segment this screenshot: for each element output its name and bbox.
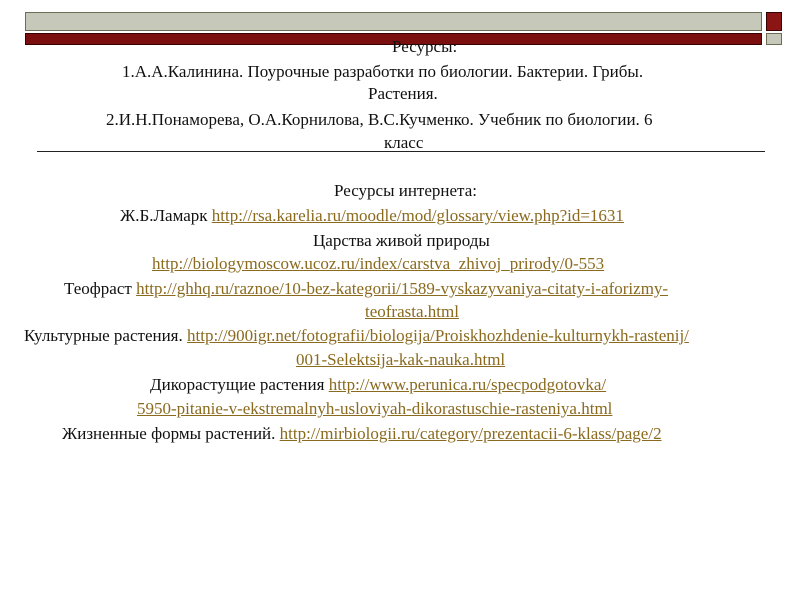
resource-item-2-cont: класс (384, 133, 424, 152)
header-bar-gray (25, 12, 762, 31)
lifeforms-line (62, 424, 662, 444)
resource-item-1-cont: Растения. (368, 84, 438, 103)
corner-square-gray (766, 33, 782, 45)
kingdoms-link[interactable]: http://biologymoscow.ucoz.ru/index/carstva_zhivoj_prirody/0-553 (152, 254, 605, 273)
internet-heading: Ресурсы интернета: (334, 181, 477, 200)
cultivated-line (24, 326, 800, 346)
resource-item-1: 1.А.А.Калинина. Поурочные разработки по биологии. Бактерии. Грибы. (122, 62, 644, 81)
theophrastus-line-2 (365, 302, 459, 322)
kingdoms-label: Царства живой природы (313, 231, 490, 250)
wild-label: Дикорастущие растения (150, 375, 329, 394)
resources-heading: Ресурсы: (392, 37, 458, 56)
wild-link[interactable]: http://www.perunica.ru/specpodgotovka/ (328, 375, 607, 394)
theophrastus-link[interactable]: http://ghhq.ru/raznoe/10-bez-kategorii/1589-vyskazyvaniya-citaty-i-aforizmy- (136, 279, 669, 298)
cultivated-link[interactable]: http://900igr.net/fotografii/biologija/Proiskhozhdenie-kulturnykh-rastenij/ (187, 326, 689, 345)
divider (37, 151, 765, 152)
lamarck-line (120, 206, 624, 226)
theophrastus-label: Теофраст (64, 279, 137, 298)
resource-item-2: 2.И.Н.Понаморева, О.А.Корнилова, В.С.Кучменко. Учебник по биологии. 6 (106, 110, 653, 129)
lamarck-link[interactable]: http://rsa.karelia.ru/moodle/mod/glossary/view.php?id=1631 (211, 206, 624, 225)
lifeforms-link[interactable]: http://mirbiologii.ru/category/prezentacii-6-klass/page/2 (279, 424, 662, 443)
wild-link-cont[interactable]: 5950-pitanie-v-ekstremalnyh-usloviyah-dikorastuschie-rasteniya.html (137, 399, 613, 418)
kingdoms-line (152, 254, 604, 274)
corner-square-red (766, 12, 782, 31)
theophrastus-link-cont[interactable]: teofrasta.html (365, 302, 459, 321)
theophrastus-line (64, 279, 668, 299)
lamarck-label: Ж.Б.Ламарк (120, 206, 212, 225)
wild-line-2 (137, 399, 612, 419)
wild-line (150, 375, 606, 395)
lifeforms-label: Жизненные формы растений. (62, 424, 280, 443)
cultivated-line-2 (296, 350, 505, 370)
cultivated-label: Культурные растения. (24, 326, 188, 345)
cultivated-link-cont[interactable]: 001-Selektsija-kak-nauka.html (296, 350, 506, 369)
